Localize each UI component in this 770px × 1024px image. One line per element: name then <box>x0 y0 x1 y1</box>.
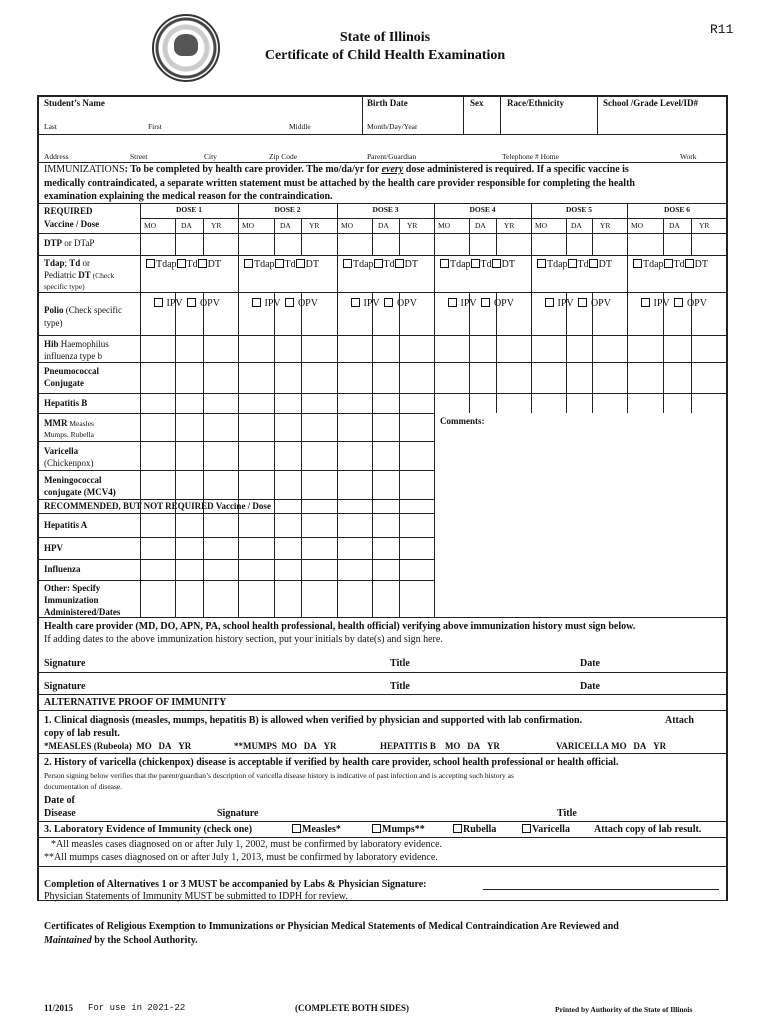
alt-item-2: 2. History of varicella (chickenpox) disease is acceptable if verified by health care provider, school health professional or health official. <box>44 757 619 768</box>
subcolumn-line <box>663 218 664 233</box>
immunizations-intro-line3: examination explaining the medical reason for the contraindication. <box>44 191 333 202</box>
signature-line-1[interactable] <box>37 672 728 673</box>
checkbox-icon <box>453 824 462 833</box>
row-label-hib: Hib Haemophilus <box>44 339 109 349</box>
row-label-hepatitis-b: Hepatitis B <box>44 398 88 408</box>
mo-header: MO <box>631 221 644 230</box>
grid-row-line <box>37 513 434 514</box>
school-label: School /Grade Level/ID# <box>603 98 698 108</box>
divider <box>597 96 598 134</box>
dose-header-4: DOSE 4 <box>469 205 496 214</box>
complete-both-sides: (COMPLETE BOTH SIDES) <box>295 1003 410 1013</box>
lab-rubella-checkbox[interactable]: Rubella <box>453 824 496 835</box>
alt-item-1-attach: Attach <box>665 715 694 726</box>
mumps-note: **All mumps cases diagnosed on or after July 1, 2013, must be confirmed by laboratory evidence. <box>44 852 438 863</box>
provider-instruction-line2: If adding dates to the above immunization history section, put your initials by date(s) and sign here. <box>44 634 443 645</box>
subcolumn-line <box>496 233 497 255</box>
divider <box>463 96 464 134</box>
row-label-mmr: MMR Measles <box>44 418 94 428</box>
yr-header: YR <box>699 221 710 230</box>
recommended-label: RECOMMENDED, BUT NOT REQUIRED Vaccine / Dose <box>44 501 271 511</box>
divider <box>362 96 363 134</box>
polio-options-3[interactable]: IPV OPV <box>351 298 417 309</box>
page-title: State of Illinois <box>339 30 431 45</box>
provider-title-label-1: Title <box>390 658 410 669</box>
polio-options-2[interactable]: IPV OPV <box>252 298 318 309</box>
dose-column-line <box>627 203 628 413</box>
subcolumn-line <box>274 233 275 255</box>
zip-label: Zip Code <box>269 152 298 161</box>
row-label-other: Other: Specify <box>44 583 101 593</box>
grid-row-line <box>37 559 434 560</box>
row-label-tdap-line3: specific type) <box>44 282 85 291</box>
certificates-note-line2: Maintained by the School Authority. <box>44 935 198 946</box>
checkbox-icon <box>522 824 531 833</box>
telephone-home-field[interactable]: Telephone # Home <box>502 152 559 161</box>
subcolumn-line <box>566 218 567 233</box>
row-label-other-line3: Administered/Dates <box>44 607 121 617</box>
subcolumn-line <box>592 218 593 233</box>
frame-top <box>37 95 728 97</box>
provider-signature-label-2: Signature <box>44 681 86 692</box>
tdap-options-2[interactable]: Tdap Td DT <box>244 259 319 270</box>
subcolumn-line <box>175 218 176 233</box>
da-header: DA <box>571 221 582 230</box>
lab-measles-checkbox[interactable]: Measles* <box>292 824 341 835</box>
last-name-field[interactable]: Last <box>44 122 57 131</box>
printed-by-authority: Printed by Authority of the State of Illinois <box>555 1005 693 1014</box>
subcolumn-line <box>663 233 664 255</box>
form-revision-date: 11/2015 <box>44 1003 74 1013</box>
subcolumn-line <box>274 292 275 617</box>
row-label-mmr-line2: Mumps. Rubella <box>44 430 94 439</box>
subcolumn-line <box>496 292 497 413</box>
grid-bottom-line <box>37 617 728 618</box>
subcolumn-line <box>399 292 400 617</box>
grid-row-line <box>37 413 434 414</box>
subcolumn-line <box>691 233 692 255</box>
lab-varicella-checkbox[interactable]: Varicella <box>522 824 570 835</box>
mumps-date-field[interactable]: **MUMPS MO DA YR <box>234 741 337 751</box>
row-label-hib-line2: influenza type b <box>44 351 102 361</box>
row-label-hepatitis-a: Hepatitis A <box>44 520 88 530</box>
physician-statement-note: Physician Statements of Immunity MUST be submitted to IDPH for review. <box>44 891 348 902</box>
subcolumn-line <box>469 292 470 413</box>
grid-row-line <box>37 537 434 538</box>
dose-header-1: DOSE 1 <box>175 205 203 214</box>
checkbox-icon <box>292 824 301 833</box>
attach-lab-label: Attach copy of lab result. <box>594 824 702 835</box>
dose-column-line <box>531 203 532 413</box>
alt-item-2-note-line2: documentation of disease. <box>44 782 123 791</box>
row-label-pneumococcal-line2: Conjugate <box>44 378 84 388</box>
divider <box>37 710 728 711</box>
dose-column-line <box>140 203 141 617</box>
page-subtitle: Certificate of Child Health Examination <box>264 48 506 63</box>
mo-header: MO <box>438 221 451 230</box>
divider <box>37 162 728 163</box>
dose-header-2: DOSE 2 <box>274 205 301 214</box>
subcolumn-line <box>399 233 400 255</box>
dose-header-6: DOSE 6 <box>663 205 691 214</box>
signature-line-2[interactable] <box>37 694 728 695</box>
row-label-other-line2: Immunization <box>44 595 99 605</box>
dose-header-3: DOSE 3 <box>372 205 399 214</box>
middle-name-field[interactable]: Middle <box>289 122 311 131</box>
tdap-options-5[interactable]: Tdap Td DT <box>537 259 612 270</box>
row-label-meningococcal-line2: conjugate (MCV4) <box>44 487 116 497</box>
parent-field[interactable]: Parent/Guardian <box>367 152 417 161</box>
alt-item-1: 1. Clinical diagnosis (measles, mumps, hepatitis B) is allowed when verified by physician and supported with lab confirmation. <box>44 715 583 726</box>
vaccine-dose-label: Vaccine / Dose <box>44 219 100 229</box>
row-label-dtp: DTP or DTaP <box>44 238 95 248</box>
yr-header: YR <box>309 221 320 230</box>
provider-title-label-2: Title <box>390 681 410 692</box>
tdap-options-6[interactable]: Tdap Td DT <box>633 259 708 270</box>
da-header: DA <box>475 221 486 230</box>
measles-note: *All measles cases diagnosed on or after July 1, 2002, must be confirmed by laboratory evidence. <box>51 839 443 850</box>
mo-header: MO <box>341 221 354 230</box>
alt-item-2-note: Person signing below verifies that the parent/guardian’s description of varicella disease history is indicative of past infection and is accepting such history as <box>44 771 514 780</box>
polio-options-1[interactable]: IPV OPV <box>154 298 220 309</box>
dose-column-line <box>238 203 239 617</box>
divider <box>37 837 728 838</box>
subcolumn-line <box>663 292 664 413</box>
row-label-tdap: Tdap; Td or <box>44 258 91 268</box>
subcolumn-line <box>469 233 470 255</box>
provider-instruction: Health care provider (MD, DO, APN, PA, school health professional, health official) verifying above immunization history must sign below. <box>44 621 636 632</box>
subcolumn-line <box>372 233 373 255</box>
alt-signature-label: Signature <box>217 808 259 819</box>
race-label: Race/Ethnicity <box>507 98 564 108</box>
birth-date-label: Birth Date <box>367 98 408 108</box>
subcolumn-line <box>203 218 204 233</box>
alt-item-1-line2: copy of lab result. <box>44 728 120 739</box>
measles-date-field[interactable]: *MEASLES (Rubeola) MO DA YR <box>44 741 192 751</box>
lab-mumps-checkbox[interactable]: Mumps** <box>372 824 425 835</box>
row-label-meningococcal: Meningococcal <box>44 475 102 485</box>
alt-item-3: 3. Laboratory Evidence of Immunity (check one) <box>44 824 253 835</box>
subcolumn-line <box>592 292 593 413</box>
subcolumn-line <box>372 218 373 233</box>
alt-proof-heading: ALTERNATIVE PROOF OF IMMUNITY <box>44 697 227 708</box>
disease-label: Disease <box>44 808 76 819</box>
subcolumn-line <box>399 218 400 233</box>
dose-column-line <box>337 203 338 617</box>
grid-row-line <box>37 499 434 500</box>
immunizations-intro: IMMUNIZATIONS: To be completed by health care provider. The mo/da/yr for every dose administered is required. If a specific vaccine is <box>44 164 629 175</box>
da-header: DA <box>280 221 291 230</box>
subcolumn-line <box>175 292 176 617</box>
provider-date-label-1: Date <box>580 658 600 669</box>
physician-signature-line[interactable] <box>483 889 719 890</box>
grid-row-line <box>37 580 434 581</box>
row-label-influenza: Influenza <box>44 564 81 574</box>
students-name-label: Student’s Name <box>44 98 105 108</box>
yr-header: YR <box>504 221 515 230</box>
date-of-disease-label: Date of <box>44 795 75 806</box>
subcolumn-line <box>301 233 302 255</box>
sex-label: Sex <box>470 98 484 108</box>
da-header: DA <box>181 221 192 230</box>
address-field[interactable]: Address <box>44 152 69 161</box>
row-label-pneumococcal: Pneumococcal <box>44 366 99 376</box>
frame-left <box>37 95 39 901</box>
dose-column-line <box>434 203 435 413</box>
divider <box>500 96 501 134</box>
city-label: City <box>204 152 217 161</box>
polio-options-4[interactable]: IPV OPV <box>448 298 514 309</box>
first-name-field[interactable]: First <box>148 122 162 131</box>
polio-options-5[interactable]: IPV OPV <box>545 298 611 309</box>
yr-header: YR <box>211 221 222 230</box>
certificates-note: Certificates of Religious Exemption to Immunizations or Physician Medical Statements of Medical Contraindication Are Reviewed and <box>44 921 619 932</box>
grid-row-line <box>37 470 434 471</box>
tdap-options-4[interactable]: Tdap Td DT <box>440 259 515 270</box>
row-label-polio-line2: type) <box>44 318 63 328</box>
required-label: REQUIRED <box>44 206 93 216</box>
subcolumn-line <box>372 292 373 617</box>
comments-border <box>434 413 435 513</box>
dose-column-line <box>727 203 728 413</box>
subcolumn-line <box>691 292 692 413</box>
divider <box>37 866 728 867</box>
row-label-hpv: HPV <box>44 543 63 553</box>
subcolumn-line <box>301 292 302 617</box>
subcolumn-line <box>496 218 497 233</box>
subcolumn-line <box>301 218 302 233</box>
row-label-varicella: Varicella <box>44 446 79 456</box>
subcolumn-line <box>274 218 275 233</box>
completion-label: Completion of Alternatives 1 or 3 MUST be accompanied by Labs & Physician Signature: <box>44 879 427 890</box>
subcolumn-line <box>566 292 567 413</box>
subcolumn-line <box>592 233 593 255</box>
divider <box>37 134 728 135</box>
grid-row-line <box>37 441 434 442</box>
alt-title-label: Title <box>557 808 577 819</box>
yr-header: YR <box>600 221 611 230</box>
subcolumn-line <box>203 292 204 617</box>
mo-header: MO <box>535 221 548 230</box>
divider <box>37 753 728 754</box>
mo-header: MO <box>144 221 157 230</box>
alt-signature-line[interactable] <box>37 821 728 822</box>
for-use-note: For use in 2021-22 <box>88 1003 186 1013</box>
dose-header-5: DOSE 5 <box>565 205 593 214</box>
da-header: DA <box>669 221 680 230</box>
checkbox-icon <box>372 824 381 833</box>
yr-header: YR <box>407 221 418 230</box>
tdap-options-3[interactable]: Tdap Td DT <box>343 259 418 270</box>
row-label-polio: Polio (Check specific <box>44 305 122 315</box>
subcolumn-line <box>566 233 567 255</box>
row-label-tdap-line2: Pediatric DT (Check <box>44 270 115 280</box>
polio-options-6[interactable]: IPV OPV <box>641 298 707 309</box>
subcolumn-line <box>175 233 176 255</box>
subcolumn-line <box>691 218 692 233</box>
hepb-date-field[interactable]: HEPATITIS B MO DA YR <box>380 741 500 751</box>
provider-date-label-2: Date <box>580 681 600 692</box>
subcolumn-line <box>203 233 204 255</box>
immunizations-intro-line2: medically contraindicated, a separate written statement must be attached by the health care provider responsible for completing the health <box>44 178 635 189</box>
da-header: DA <box>378 221 389 230</box>
telephone-work-field[interactable]: Work <box>680 152 697 161</box>
provider-signature-label-1: Signature <box>44 658 86 669</box>
mo-header: MO <box>242 221 255 230</box>
recommended-border <box>434 513 435 617</box>
form-code: R11 <box>710 22 734 37</box>
row-label-varicella-line2: (Chickenpox) <box>44 458 94 468</box>
comments-label: Comments: <box>440 416 485 426</box>
tdap-options-1[interactable]: Tdap Td DT <box>146 259 221 270</box>
varicella-date-field[interactable]: VARICELLA MO DA YR <box>556 741 667 751</box>
street-label: Street <box>130 152 148 161</box>
subcolumn-line <box>469 218 470 233</box>
birth-date-field[interactable]: Month/Day/Year <box>367 122 418 131</box>
